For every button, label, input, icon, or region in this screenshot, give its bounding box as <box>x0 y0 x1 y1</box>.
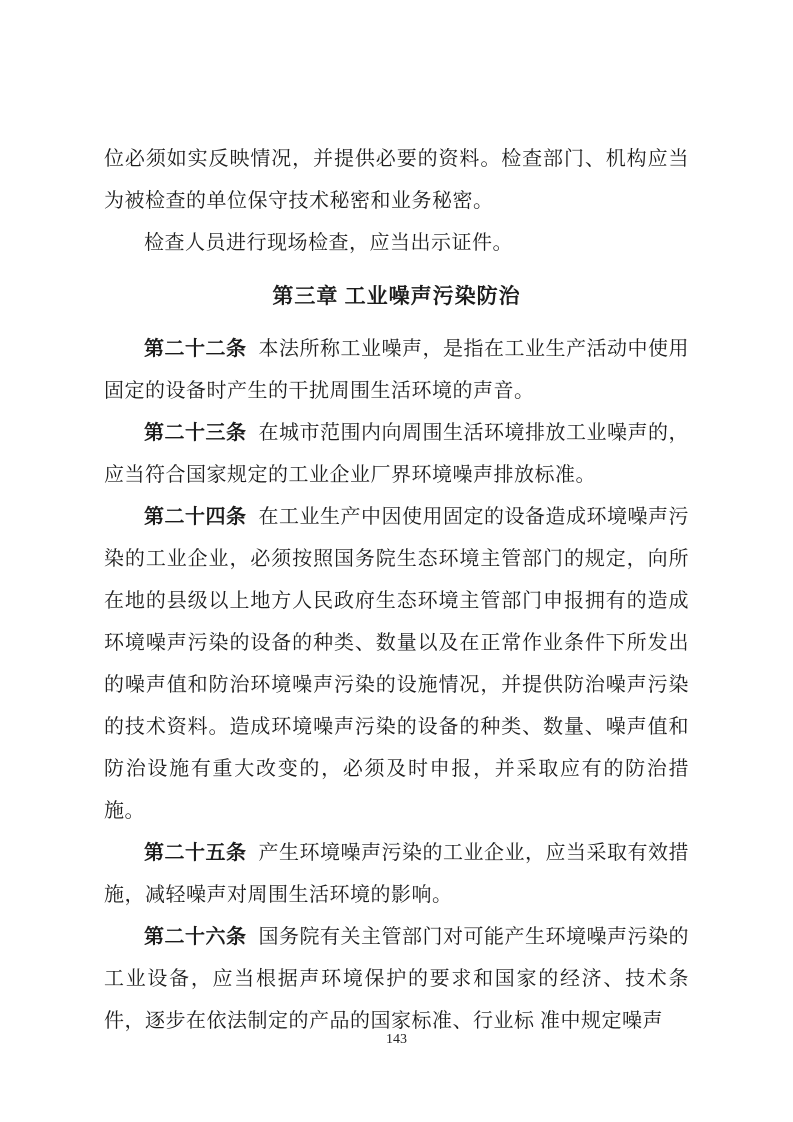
paragraph-continuation: 位必须如实反映情况，并提供必要的资料。检查部门、机构应当为被检查的单位保守技术秘密和业务秘密。 <box>104 148 689 212</box>
article-22 <box>104 328 689 412</box>
chapter-heading: 第三章 工业噪声污染防治 <box>272 284 521 308</box>
article-23-number: 第二十三条 <box>144 422 247 444</box>
article-22-number: 第二十二条 <box>144 338 247 360</box>
article-23-text: 在城市范围内向周围生活环境排放工业噪声的，应当符合国家规定的工业企业厂界环境噪声排放标准。 <box>104 422 689 486</box>
article-26-number: 第二十六条 <box>144 926 247 948</box>
document-body <box>104 138 689 1042</box>
article-25-number: 第二十五条 <box>144 842 247 864</box>
article-24 <box>104 496 689 832</box>
article-26 <box>104 916 689 1042</box>
article-24-text: 在工业生产中因使用固定的设备造成环境噪声污染的工业企业，必须按照国务院生态环境主管部门的规定，向所在地的县级以上地方人民政府生态环境主管部门申报拥有的造成环境噪声污染的设备的种类、数量以及在正常作业条件下所发出的噪声值和防治环境噪声污染的设施情况，并提供防治噪声污染的技术资料。造成环境噪声污染的设备的种类、数量、噪声值和防治设施有重大改变的，必须及时申报，并采取应有的防治措施。 <box>104 506 689 822</box>
article-26-text: 国务院有关主管部门对可能产生环境噪声污染的工业设备，应当根据声环境保护的要求和国家的经济、技术条件，逐步在依法制定的产品的国家标准、行业标 准中规定噪声 <box>104 926 689 1032</box>
article-25 <box>104 832 689 916</box>
page-number: 143 <box>386 1032 407 1047</box>
paragraph-inspection: 检查人员进行现场检查，应当出示证件。 <box>144 232 513 254</box>
article-25-text: 产生环境噪声污染的工业企业，应当采取有效措施，减轻噪声对周围生活环境的影响。 <box>104 842 689 906</box>
article-24-number: 第二十四条 <box>144 506 247 528</box>
article-22-text: 本法所称工业噪声，是指在工业生产活动中使用固定的设备时产生的干扰周围生活环境的声音。 <box>104 338 689 402</box>
article-23 <box>104 412 689 496</box>
